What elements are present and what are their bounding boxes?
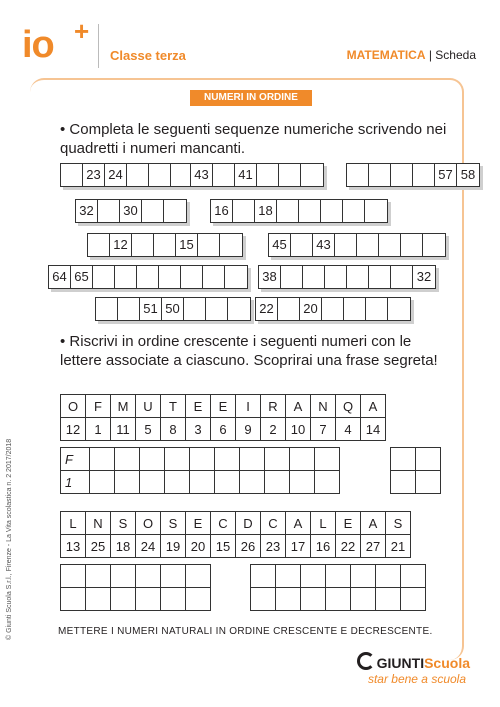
- sequence-blank-cell[interactable]: [228, 298, 250, 320]
- puzzle-letter: D: [236, 512, 261, 535]
- answer-letter-cell[interactable]: [115, 448, 140, 471]
- puzzle-number: 6: [211, 418, 236, 441]
- sequence-blank-cell[interactable]: [347, 164, 369, 186]
- puzzle-number: 9: [236, 418, 261, 441]
- logo-text: io: [22, 24, 54, 66]
- sequence-blank-cell[interactable]: [96, 298, 118, 320]
- sequence-blank-cell[interactable]: [184, 298, 206, 320]
- puzzle-letter: R: [261, 395, 286, 418]
- header-divider: [98, 24, 99, 68]
- answer-letter-cell[interactable]: [315, 448, 340, 471]
- sequence-blank-cell[interactable]: [257, 164, 279, 186]
- sequence-strip: [210, 199, 388, 223]
- sequence-strip: [95, 297, 251, 321]
- puzzle-number: 10: [286, 418, 311, 441]
- answer-letter-example: F: [61, 448, 90, 471]
- puzzle-letter: E: [186, 512, 211, 535]
- sequence-number: 30: [120, 200, 142, 222]
- puzzle-number: 18: [111, 535, 136, 558]
- publisher-logo: [357, 652, 470, 671]
- answer-number-cell[interactable]: [165, 471, 190, 494]
- answer-cell[interactable]: [401, 588, 426, 611]
- puzzle-number: 16: [311, 535, 336, 558]
- answer-number-cell[interactable]: [315, 471, 340, 494]
- sequence-blank-cell[interactable]: [322, 298, 344, 320]
- answer-cell[interactable]: [301, 565, 326, 588]
- sequence-blank-cell[interactable]: [325, 266, 347, 288]
- sequence-blank-cell[interactable]: [213, 164, 235, 186]
- answer-cell[interactable]: [351, 565, 376, 588]
- sequence-number: 41: [235, 164, 257, 186]
- sequence-blank-cell[interactable]: [159, 266, 181, 288]
- answer-number-cell[interactable]: [115, 471, 140, 494]
- puzzle-letter: M: [111, 395, 136, 418]
- puzzle-letter: A: [361, 395, 386, 418]
- puzzle-letter: U: [136, 395, 161, 418]
- sequence-blank-cell[interactable]: [198, 234, 220, 256]
- subject-label: [347, 48, 476, 62]
- sequence-strip: [268, 233, 446, 257]
- sequence-blank-cell[interactable]: [118, 298, 140, 320]
- answer-cell[interactable]: [276, 565, 301, 588]
- sequence-blank-cell[interactable]: [281, 266, 303, 288]
- sequence-number: 58: [460, 167, 476, 182]
- sequence-blank-cell[interactable]: [335, 234, 357, 256]
- puzzle-number: 22: [336, 535, 361, 558]
- sequence-blank-cell[interactable]: [391, 164, 413, 186]
- answer-number-example: 1: [61, 471, 90, 494]
- sequence-blank-cell[interactable]: [321, 200, 343, 222]
- puzzle-letter: E: [186, 395, 211, 418]
- puzzle-number: 7: [311, 418, 336, 441]
- answer-letter-cell[interactable]: [391, 448, 416, 471]
- answer-cell[interactable]: [376, 588, 401, 611]
- puzzle-number: 1: [86, 418, 111, 441]
- puzzle-number: 14: [361, 418, 386, 441]
- answer-cell[interactable]: [251, 565, 276, 588]
- sequence-blank-cell[interactable]: [379, 234, 401, 256]
- sequence-blank-cell[interactable]: [347, 266, 369, 288]
- answer-letter-cell[interactable]: [215, 448, 240, 471]
- answer-cell[interactable]: [351, 588, 376, 611]
- sequence-blank-cell[interactable]: [93, 266, 115, 288]
- answer-cell[interactable]: [61, 588, 86, 611]
- puzzle-letter: E: [211, 395, 236, 418]
- subject-name: MATEMATICA: [346, 48, 426, 62]
- sequence-number: 20: [300, 298, 322, 320]
- sequence-number: 15: [176, 234, 198, 256]
- puzzle-number: 3: [186, 418, 211, 441]
- answer-letter-cell[interactable]: [290, 448, 315, 471]
- puzzle-letter: L: [61, 512, 86, 535]
- puzzle-number: 17: [286, 535, 311, 558]
- puzzle-number: 21: [386, 535, 411, 558]
- sequence-strip: [190, 163, 324, 187]
- puzzle-number: 15: [211, 535, 236, 558]
- sequence-blank-cell[interactable]: [299, 200, 321, 222]
- sequence-blank-cell[interactable]: [343, 200, 365, 222]
- sequence-number: 43: [191, 164, 213, 186]
- puzzle-number: 27: [361, 535, 386, 558]
- sequence-blank-cell[interactable]: [115, 266, 137, 288]
- puzzle-number: 4: [336, 418, 361, 441]
- sequence-blank-cell[interactable]: [301, 164, 323, 186]
- sequence-number: 38: [259, 266, 281, 288]
- puzzle-number: 24: [136, 535, 161, 558]
- puzzle-letter: A: [361, 512, 386, 535]
- answer-letter-cell[interactable]: [416, 448, 441, 471]
- puzzle-letter: I: [236, 395, 261, 418]
- instruction-secret: • Riscrivi in ordine crescente i seguenti numeri con le lettere associate a ciascuno. Scoprirai una frase segreta!: [60, 333, 438, 369]
- answer-grid-2b: [250, 564, 426, 611]
- answer-cell[interactable]: [186, 565, 211, 588]
- puzzle-letter: C: [211, 512, 236, 535]
- subject-separator: |: [428, 48, 432, 62]
- sequence-blank-cell[interactable]: [388, 298, 410, 320]
- sequence-number: 23: [83, 164, 105, 186]
- sequence-blank-cell[interactable]: [142, 200, 164, 222]
- sequence-number: 12: [110, 234, 132, 256]
- puzzle-letter: E: [336, 512, 361, 535]
- answer-letter-cell[interactable]: [90, 448, 115, 471]
- brand-name-2: Scuola: [424, 655, 470, 671]
- sequence-blank-cell[interactable]: [61, 164, 83, 186]
- puzzle-number: 26: [236, 535, 261, 558]
- puzzle-letter: O: [136, 512, 161, 535]
- answer-cell[interactable]: [161, 565, 186, 588]
- answer-number-cell[interactable]: [215, 471, 240, 494]
- sequence-strip: [60, 163, 194, 187]
- answer-letter-cell[interactable]: [190, 448, 215, 471]
- puzzle-number: 20: [186, 535, 211, 558]
- puzzle-number: 5: [136, 418, 161, 441]
- puzzle-letter: C: [261, 512, 286, 535]
- instruction-sequences: • Completa le seguenti sequenze numeriche scrivendo nei quadretti i numeri mancanti.: [60, 121, 447, 157]
- sequence-blank-cell[interactable]: [401, 234, 423, 256]
- sequence-blank-cell[interactable]: [154, 234, 176, 256]
- answer-number-cell[interactable]: [265, 471, 290, 494]
- answer-cell[interactable]: [301, 588, 326, 611]
- sequence-blank-cell[interactable]: [366, 298, 388, 320]
- answer-cell[interactable]: [251, 588, 276, 611]
- puzzle-letter: A: [286, 395, 311, 418]
- sequence-blank-cell[interactable]: [137, 266, 159, 288]
- sequence-strip: [346, 163, 480, 187]
- answer-cell[interactable]: [186, 588, 211, 611]
- answer-cell[interactable]: [326, 588, 351, 611]
- sequence-blank-cell[interactable]: [127, 164, 149, 186]
- sequence-blank-cell[interactable]: [413, 164, 435, 186]
- publisher-slogan: star bene a scuola: [367, 672, 466, 686]
- answer-number-cell[interactable]: [290, 471, 315, 494]
- answer-cell[interactable]: [326, 565, 351, 588]
- puzzle-letter: Q: [336, 395, 361, 418]
- section-badge: NUMERI IN ORDINE: [190, 90, 312, 106]
- sheet-type: Scheda: [435, 48, 476, 62]
- puzzle-letter: S: [111, 512, 136, 535]
- answer-cell[interactable]: [401, 565, 426, 588]
- letter-number-table-2: [60, 511, 411, 558]
- sequence-number: 65: [71, 266, 93, 288]
- answer-letter-cell[interactable]: [265, 448, 290, 471]
- answer-number-cell[interactable]: [190, 471, 215, 494]
- sequence-strip: [258, 265, 436, 289]
- puzzle-letter: F: [86, 395, 111, 418]
- answer-number-cell[interactable]: [391, 471, 416, 494]
- giunti-g-icon: [357, 652, 375, 670]
- puzzle-letter: N: [86, 512, 111, 535]
- sequence-blank-cell[interactable]: [149, 164, 171, 186]
- answer-cell[interactable]: [161, 588, 186, 611]
- answer-cell[interactable]: [86, 588, 111, 611]
- sequence-strip: [255, 297, 411, 321]
- sequence-number: 22: [256, 298, 278, 320]
- answer-cell[interactable]: [376, 565, 401, 588]
- sequence-strip: [75, 199, 187, 223]
- sequence-strip: [48, 265, 248, 289]
- sequence-blank-cell[interactable]: [344, 298, 366, 320]
- sequence-number: 50: [162, 298, 184, 320]
- sequence-blank-cell[interactable]: [164, 200, 186, 222]
- sequence-blank-cell[interactable]: [303, 266, 325, 288]
- answer-cell[interactable]: [136, 588, 161, 611]
- sequence-blank-cell[interactable]: [233, 200, 255, 222]
- letter-number-table-1: [60, 394, 386, 441]
- answer-grid-1: [60, 447, 340, 494]
- answer-grid-1b: [390, 447, 441, 494]
- puzzle-number: 25: [86, 535, 111, 558]
- puzzle-letter: L: [311, 512, 336, 535]
- answer-number-cell[interactable]: [416, 471, 441, 494]
- answer-number-cell[interactable]: [240, 471, 265, 494]
- puzzle-number: 11: [111, 418, 136, 441]
- puzzle-letter: O: [61, 395, 86, 418]
- puzzle-number: 13: [61, 535, 86, 558]
- logo-plus: +: [74, 16, 90, 46]
- answer-letter-cell[interactable]: [140, 448, 165, 471]
- answer-cell[interactable]: [111, 565, 136, 588]
- sequence-blank-cell[interactable]: [423, 234, 445, 256]
- puzzle-letter: T: [161, 395, 186, 418]
- puzzle-letter: S: [161, 512, 186, 535]
- sequence-number: 45: [269, 234, 291, 256]
- puzzle-letter: S: [386, 512, 411, 535]
- sequence-number: 32: [416, 269, 432, 284]
- answer-cell[interactable]: [61, 565, 86, 588]
- sequence-blank-cell[interactable]: [369, 266, 391, 288]
- answer-cell[interactable]: [86, 565, 111, 588]
- sequence-blank-cell[interactable]: [206, 298, 228, 320]
- puzzle-number: 19: [161, 535, 186, 558]
- sequence-blank-cell[interactable]: [98, 200, 120, 222]
- sequence-blank-cell[interactable]: [181, 266, 203, 288]
- puzzle-number: 8: [161, 418, 186, 441]
- sequence-number: 43: [313, 234, 335, 256]
- sequence-blank-cell[interactable]: [391, 266, 413, 288]
- sequence-number: 24: [105, 164, 127, 186]
- sequence-number: 32: [76, 200, 98, 222]
- sequence-number: 57: [435, 164, 457, 186]
- sequence-number: 18: [255, 200, 277, 222]
- answer-grid-2: [60, 564, 211, 611]
- puzzle-letter: A: [286, 512, 311, 535]
- answer-letter-cell[interactable]: [165, 448, 190, 471]
- sequence-blank-cell[interactable]: [203, 266, 225, 288]
- answer-number-cell[interactable]: [90, 471, 115, 494]
- sequence-blank-cell[interactable]: [278, 298, 300, 320]
- objective-note: METTERE I NUMERI NATURALI IN ORDINE CRESCENTE E DECRESCENTE.: [58, 626, 433, 637]
- sequence-blank-cell[interactable]: [291, 234, 313, 256]
- sequence-blank-cell[interactable]: [369, 164, 391, 186]
- copyright-text: © Giunti Scuola S.r.l., Firenze - La Vita scolastica n. 2 2017/2018: [6, 438, 13, 640]
- sequence-number: 51: [140, 298, 162, 320]
- answer-cell[interactable]: [136, 565, 161, 588]
- answer-letter-cell[interactable]: [240, 448, 265, 471]
- class-label: Classe terza: [110, 48, 186, 63]
- sequence-blank-cell[interactable]: [277, 200, 299, 222]
- sequence-number: 16: [211, 200, 233, 222]
- puzzle-number: 23: [261, 535, 286, 558]
- brand-name-1: GIUNTI: [376, 655, 425, 671]
- answer-number-cell[interactable]: [140, 471, 165, 494]
- sequence-blank-cell[interactable]: [220, 234, 242, 256]
- puzzle-letter: N: [311, 395, 336, 418]
- sequence-blank-cell[interactable]: [279, 164, 301, 186]
- puzzle-number: 2: [261, 418, 286, 441]
- answer-cell[interactable]: [276, 588, 301, 611]
- sequence-strip: [87, 233, 243, 257]
- sequence-blank-cell[interactable]: [132, 234, 154, 256]
- answer-cell[interactable]: [111, 588, 136, 611]
- sequence-blank-cell[interactable]: [357, 234, 379, 256]
- sequence-blank-cell[interactable]: [88, 234, 110, 256]
- sequence-blank-cell[interactable]: [225, 266, 247, 288]
- puzzle-number: 12: [61, 418, 86, 441]
- sequence-blank-cell[interactable]: [365, 200, 387, 222]
- sequence-number: 64: [49, 266, 71, 288]
